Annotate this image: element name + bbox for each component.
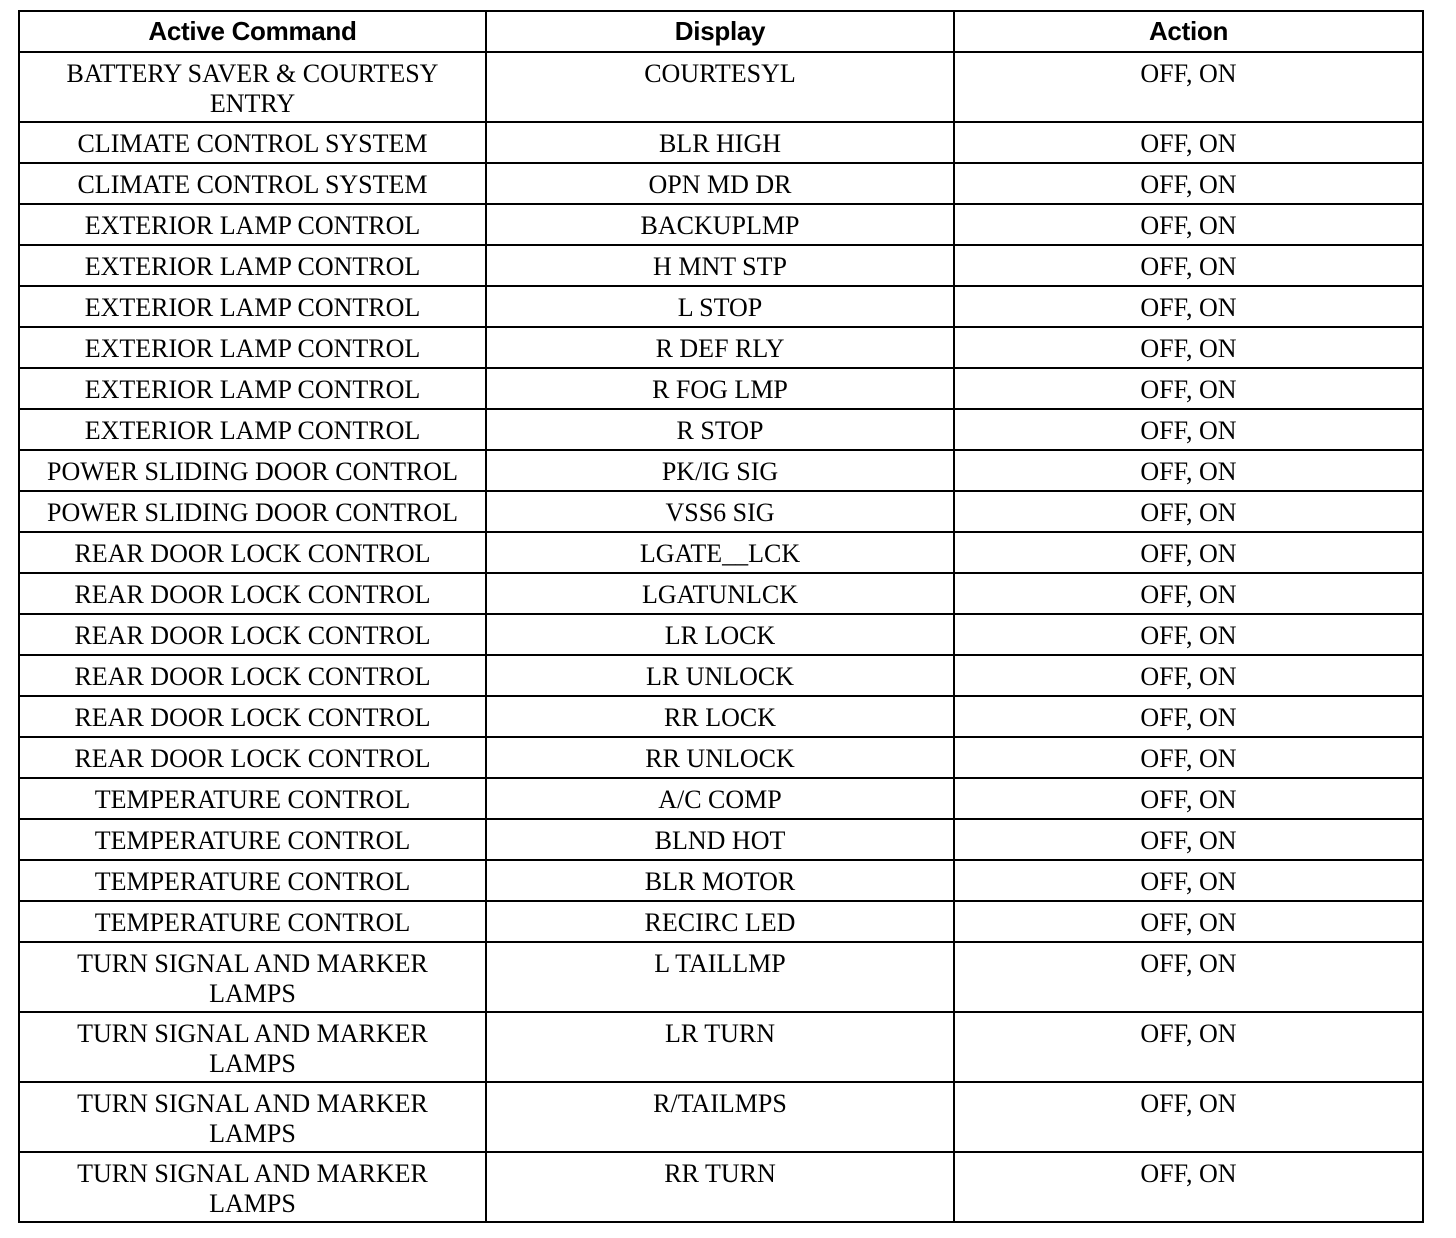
cell-action: OFF, ON [954,860,1423,901]
cell-action: OFF, ON [954,737,1423,778]
cell-action: OFF, ON [954,942,1423,1012]
cell-display: R/TAILMPS [486,1082,954,1152]
cell-action: OFF, ON [954,901,1423,942]
cell-active-command: TURN SIGNAL AND MARKER LAMPS [19,1152,486,1222]
table-row [19,327,1423,368]
cell-active-command: CLIMATE CONTROL SYSTEM [19,122,486,163]
table-row [19,737,1423,778]
cell-active-command: EXTERIOR LAMP CONTROL [19,327,486,368]
cell-display: R FOG LMP [486,368,954,409]
cell-display: R STOP [486,409,954,450]
table-header-row [19,11,1423,52]
header-action: Action [954,11,1423,52]
cell-display: LR TURN [486,1012,954,1082]
table-row [19,532,1423,573]
cell-display: RECIRC LED [486,901,954,942]
cell-active-command: POWER SLIDING DOOR CONTROL [19,491,486,532]
table-row [19,1082,1423,1152]
cell-action: OFF, ON [954,655,1423,696]
cell-display: L STOP [486,286,954,327]
cell-action: OFF, ON [954,1152,1423,1222]
cell-active-command: TURN SIGNAL AND MARKER LAMPS [19,1012,486,1082]
table-row [19,655,1423,696]
cell-action: OFF, ON [954,491,1423,532]
table-row [19,614,1423,655]
cell-display: H MNT STP [486,245,954,286]
cell-display: L TAILLMP [486,942,954,1012]
cell-display: COURTESYL [486,52,954,122]
cell-active-command: POWER SLIDING DOOR CONTROL [19,450,486,491]
table-row [19,122,1423,163]
command-table-sheet [18,10,1422,1223]
cell-display: A/C COMP [486,778,954,819]
cell-active-command: TEMPERATURE CONTROL [19,901,486,942]
cell-display: LR LOCK [486,614,954,655]
table-row [19,901,1423,942]
cell-display: BLR HIGH [486,122,954,163]
cell-active-command: EXTERIOR LAMP CONTROL [19,204,486,245]
cell-display: R DEF RLY [486,327,954,368]
cell-action: OFF, ON [954,532,1423,573]
cell-display: RR LOCK [486,696,954,737]
cell-active-command: REAR DOOR LOCK CONTROL [19,532,486,573]
cell-active-command: CLIMATE CONTROL SYSTEM [19,163,486,204]
cell-display: LGATUNLCK [486,573,954,614]
cell-action: OFF, ON [954,1082,1423,1152]
cell-display: BLND HOT [486,819,954,860]
cell-action: OFF, ON [954,163,1423,204]
table-row [19,1152,1423,1222]
cell-action: OFF, ON [954,573,1423,614]
table-row [19,52,1423,122]
cell-active-command: TURN SIGNAL AND MARKER LAMPS [19,942,486,1012]
table-row [19,778,1423,819]
table-row [19,942,1423,1012]
header-display: Display [486,11,954,52]
cell-action: OFF, ON [954,122,1423,163]
cell-action: OFF, ON [954,409,1423,450]
cell-action: OFF, ON [954,52,1423,122]
table-row [19,163,1423,204]
cell-action: OFF, ON [954,614,1423,655]
cell-active-command: EXTERIOR LAMP CONTROL [19,245,486,286]
cell-action: OFF, ON [954,286,1423,327]
cell-action: OFF, ON [954,819,1423,860]
cell-action: OFF, ON [954,368,1423,409]
table-row [19,491,1423,532]
cell-active-command: TEMPERATURE CONTROL [19,778,486,819]
cell-active-command: EXTERIOR LAMP CONTROL [19,286,486,327]
cell-action: OFF, ON [954,204,1423,245]
cell-active-command: EXTERIOR LAMP CONTROL [19,368,486,409]
table-row [19,696,1423,737]
header-active-command: Active Command [19,11,486,52]
cell-action: OFF, ON [954,1012,1423,1082]
cell-display: PK/IG SIG [486,450,954,491]
cell-display: RR TURN [486,1152,954,1222]
table-row [19,409,1423,450]
cell-active-command: REAR DOOR LOCK CONTROL [19,655,486,696]
cell-action: OFF, ON [954,245,1423,286]
cell-active-command: TEMPERATURE CONTROL [19,860,486,901]
cell-active-command: TEMPERATURE CONTROL [19,819,486,860]
cell-action: OFF, ON [954,327,1423,368]
table-row [19,819,1423,860]
cell-display: RR UNLOCK [486,737,954,778]
cell-action: OFF, ON [954,778,1423,819]
table-row [19,450,1423,491]
cell-display: LGATE__LCK [486,532,954,573]
cell-active-command: REAR DOOR LOCK CONTROL [19,573,486,614]
table-row [19,1012,1423,1082]
cell-active-command: REAR DOOR LOCK CONTROL [19,737,486,778]
cell-display: BLR MOTOR [486,860,954,901]
cell-active-command: REAR DOOR LOCK CONTROL [19,696,486,737]
cell-active-command: EXTERIOR LAMP CONTROL [19,409,486,450]
cell-display: LR UNLOCK [486,655,954,696]
active-command-table [18,10,1424,1223]
table-row [19,368,1423,409]
table-row [19,245,1423,286]
cell-display: BACKUPLMP [486,204,954,245]
cell-active-command: REAR DOOR LOCK CONTROL [19,614,486,655]
cell-display: OPN MD DR [486,163,954,204]
cell-active-command: BATTERY SAVER & COURTESY ENTRY [19,52,486,122]
table-row [19,286,1423,327]
cell-action: OFF, ON [954,450,1423,491]
cell-action: OFF, ON [954,696,1423,737]
table-row [19,573,1423,614]
cell-display: VSS6 SIG [486,491,954,532]
cell-active-command: TURN SIGNAL AND MARKER LAMPS [19,1082,486,1152]
table-row [19,204,1423,245]
table-row [19,860,1423,901]
